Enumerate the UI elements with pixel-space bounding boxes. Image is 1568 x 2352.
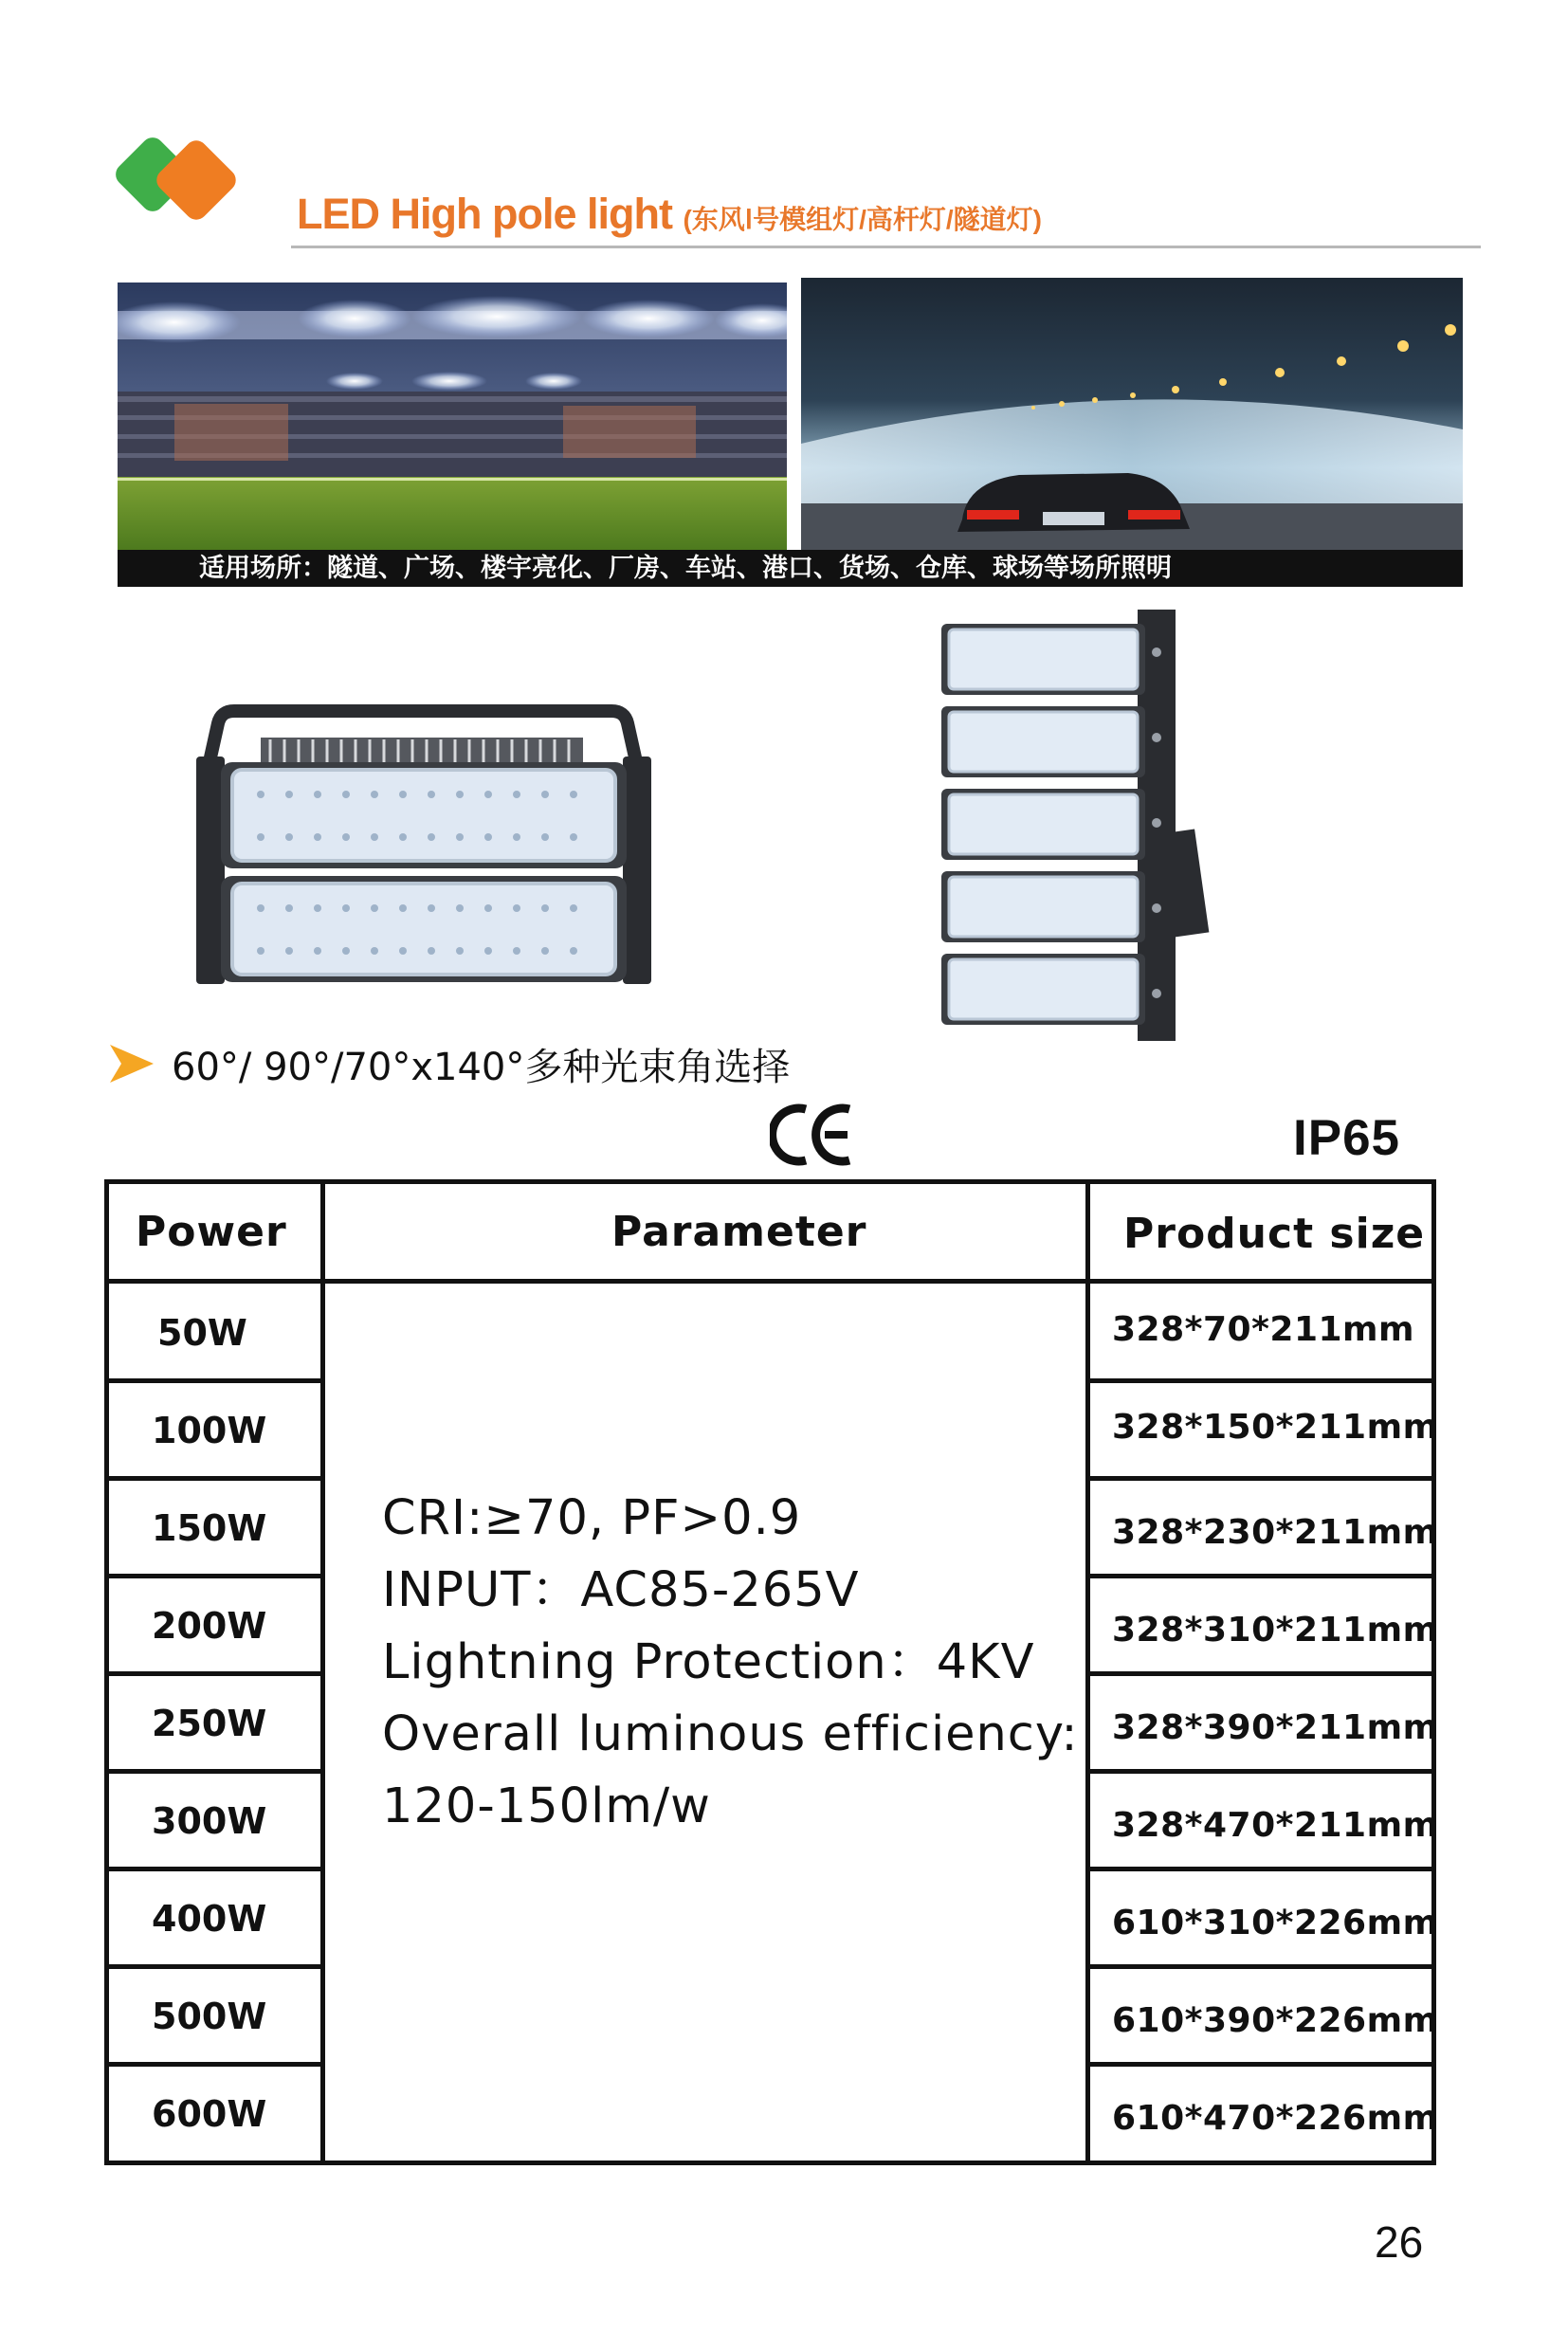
power-cell: 250W <box>152 1703 267 1744</box>
company-logo <box>112 128 254 237</box>
size-cell: 610*470*226mm <box>1112 2099 1439 2138</box>
size-cell: 328*310*211mm <box>1112 1611 1439 1650</box>
row-divider <box>104 1964 325 1969</box>
power-cell: 600W <box>152 2093 267 2135</box>
row-divider <box>104 1476 325 1481</box>
size-cell: 328*230*211mm <box>1112 1513 1439 1552</box>
row-divider <box>1085 1476 1436 1481</box>
row-divider <box>1085 1867 1436 1871</box>
row-divider <box>104 1867 325 1871</box>
power-cell: 200W <box>152 1605 267 1647</box>
header-divider <box>291 246 1481 248</box>
header-parameter: Parameter <box>611 1208 867 1256</box>
page-number: 26 <box>1375 2217 1424 2267</box>
stadium-photo <box>118 283 787 550</box>
row-divider <box>1085 1671 1436 1676</box>
application-caption: 适用场所：隧道、广场、楼宇亮化、厂房、车站、港口、货场、仓库、球场等场所照明 <box>118 550 1463 587</box>
parameter-line: 120-150lm/w <box>382 1778 711 1834</box>
two-module-floodlight-image <box>185 700 664 998</box>
row-divider <box>104 2062 325 2067</box>
arrow-right-icon <box>108 1039 157 1088</box>
ce-mark-icon <box>770 1102 855 1168</box>
row-divider <box>104 1378 325 1383</box>
size-cell: 328*70*211mm <box>1112 1310 1415 1349</box>
power-cell: 50W <box>157 1312 247 1354</box>
five-module-floodlight-image <box>934 605 1218 1050</box>
header-product-size: Product size <box>1123 1210 1426 1258</box>
row-divider <box>1085 1769 1436 1774</box>
page-title: LED High pole light (东风Ⅰ号模组灯/高杆灯/隧道灯) <box>297 190 1042 238</box>
power-cell: 100W <box>152 1410 267 1451</box>
size-cell: 328*470*211mm <box>1112 1806 1439 1845</box>
spec-table <box>104 1179 1439 2165</box>
power-cell: 400W <box>152 1898 267 1940</box>
ip-rating: IP65 <box>1293 1110 1401 1166</box>
row-divider <box>104 1671 325 1676</box>
row-divider <box>104 1574 325 1578</box>
parameter-text <box>382 1483 1079 1843</box>
row-divider <box>1085 1964 1436 1969</box>
parameter-line: CRI:≥70, PF>0.9 <box>382 1490 802 1546</box>
parameter-line: Lightning Protection：4KV <box>382 1634 1035 1690</box>
row-divider <box>1085 1378 1436 1383</box>
row-divider <box>1085 1574 1436 1578</box>
parameter-line: Overall luminous efficiency: <box>382 1706 1079 1762</box>
row-divider <box>104 1769 325 1774</box>
size-cell: 610*310*226mm <box>1112 1904 1439 1942</box>
header-power: Power <box>136 1208 287 1256</box>
parameter-line: INPUT：AC85-265V <box>382 1562 860 1618</box>
tunnel-photo <box>801 278 1463 550</box>
beam-angle-feature: 60°/ 90°/70°x140°多种光束角选择 <box>172 1046 791 1089</box>
header-divider-right <box>1085 1279 1436 1284</box>
header-divider-left <box>104 1279 1090 1284</box>
table-border-bottom <box>104 2161 1436 2165</box>
size-cell: 610*390*226mm <box>1112 2001 1439 2040</box>
power-cell: 150W <box>152 1507 267 1549</box>
size-cell: 328*390*211mm <box>1112 1708 1439 1747</box>
page-subtitle: (东风Ⅰ号模组灯/高杆灯/隧道灯) <box>683 205 1042 234</box>
row-divider <box>1085 2062 1436 2067</box>
table-border-top <box>104 1179 1436 1184</box>
size-cell: 328*150*211mm <box>1112 1408 1439 1447</box>
power-cell: 300W <box>152 1800 267 1842</box>
power-cell: 500W <box>152 1996 267 2037</box>
